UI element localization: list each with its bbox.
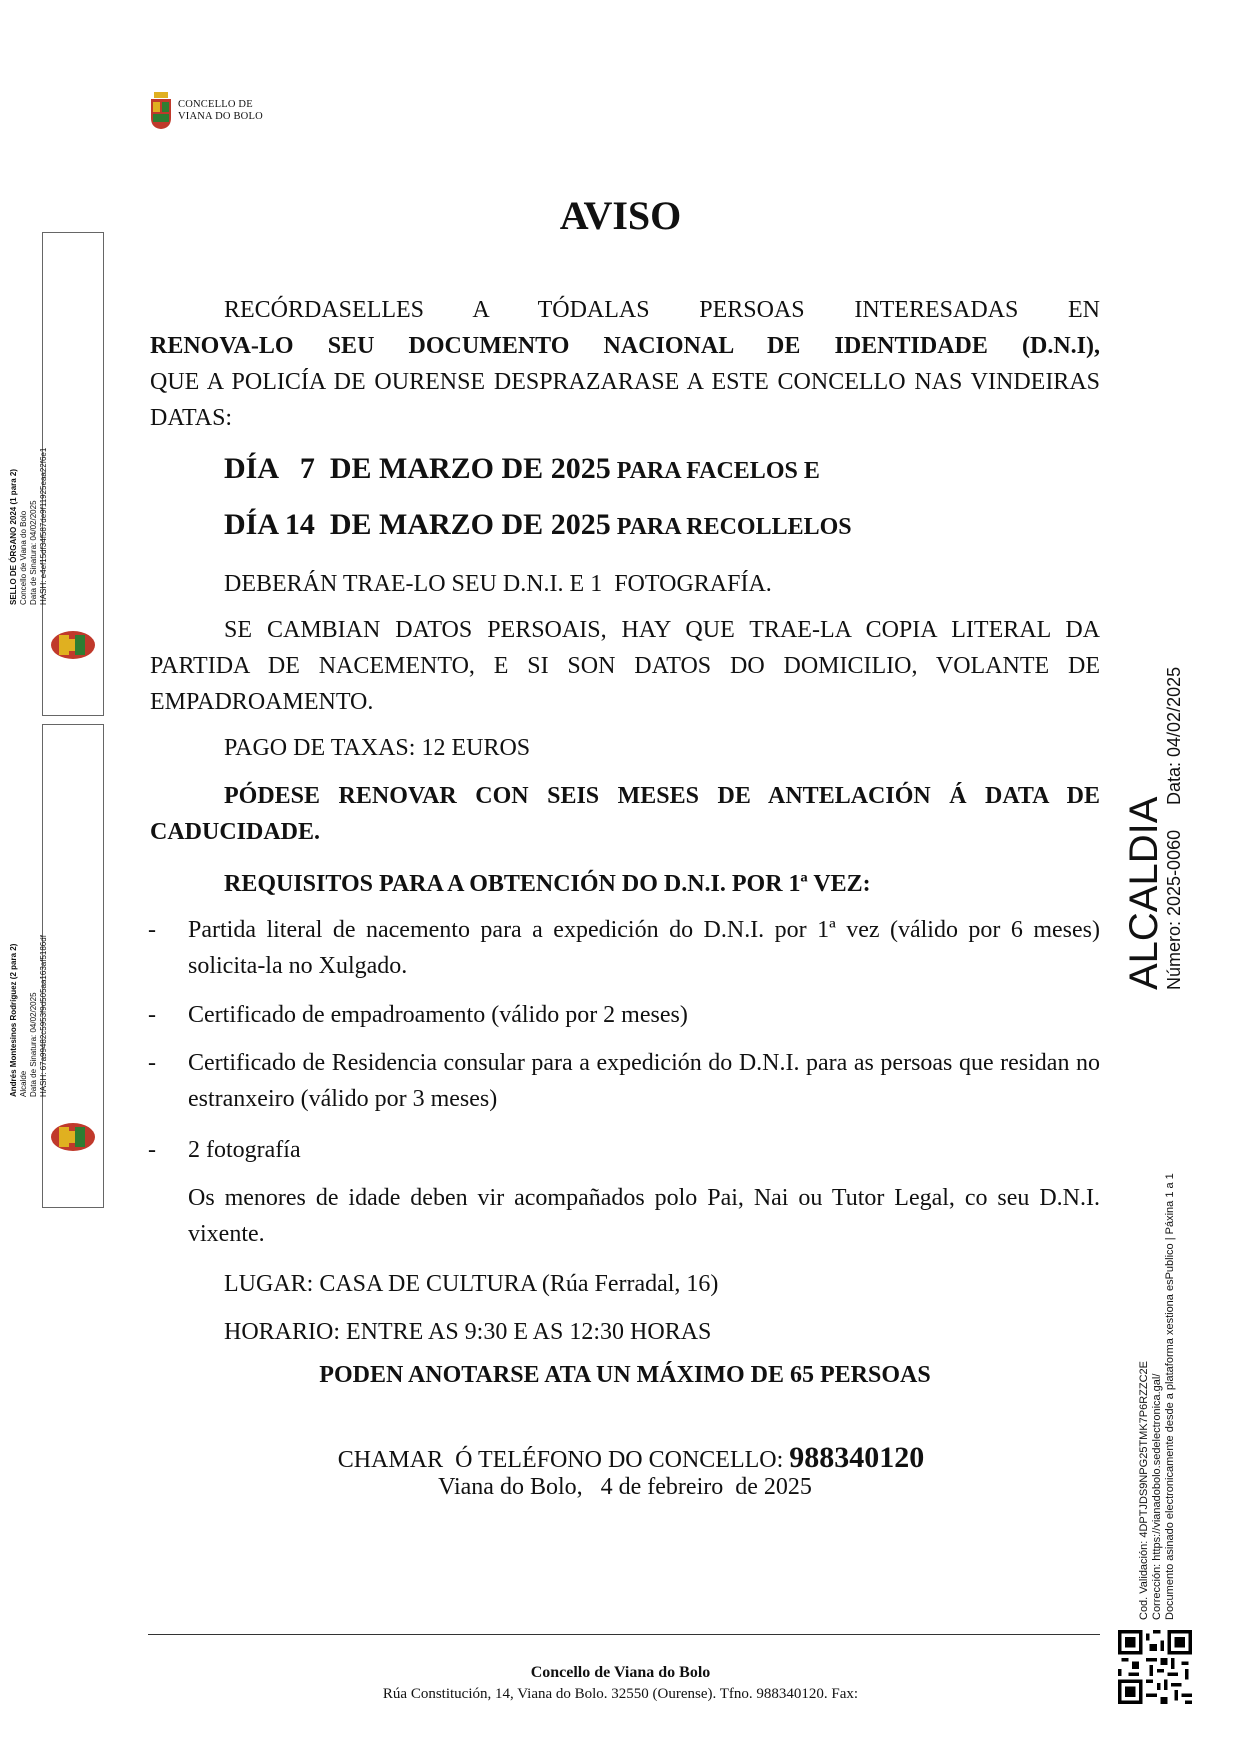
bullet-dash: - <box>148 1137 156 1163</box>
requirement-text: Certificado de Residencia consular para a expedición do D.N.I. para as persoas que residan no estranxeiro (válido por 3 meses) <box>188 1050 1100 1112</box>
bullet-dash: - <box>148 1050 156 1076</box>
signature-stamp-1 <box>9 232 104 716</box>
requirement-text: 2 fotografía <box>188 1137 301 1163</box>
phone-line <box>150 1414 1100 1475</box>
intro-paragraph <box>150 292 1100 436</box>
max-persons-line: PODEN ANOTARSE ATA UN MÁXIMO DE 65 PERSOAS <box>319 1362 931 1388</box>
footer-org: Concello de Viana do Bolo <box>530 1664 711 1681</box>
stamp-1-title: SELLO DE ÓRGANO 2024 (1 para 2) <box>9 468 18 605</box>
org-name-line1: CONCELLO DE <box>178 99 253 110</box>
renew-paragraph: PÓDESE RENOVAR CON SEIS MESES DE ANTELACIÓN Á DATA DE CADUCIDADE. <box>150 783 1100 845</box>
validation-block <box>1138 1173 1177 1620</box>
intro-line-1: RECÓRDASELLES A TÓDALAS PERSOAS INTERESADAS EN <box>224 297 1100 323</box>
schedule-line: HORARIO: ENTRE AS 9:30 E AS 12:30 HORAS <box>224 1319 712 1345</box>
intro-line-3: QUE A POLICÍA DE OURENSE DESPRAZARASE A ESTE CONCELLO NAS VINDEIRAS DATAS: <box>150 369 1100 431</box>
list-item <box>148 1045 1100 1117</box>
header-logo <box>150 92 263 130</box>
page-title: AVISO <box>559 193 682 238</box>
change-paragraph: SE CAMBIAN DATOS PERSOAIS, HAY QUE TRAE-LA COPIA LITERAL DA PARTIDA DE NACEMENTO, E SI SON DATOS DO DOMICILIO, VOLANTE DE EMPADROAMENTO. <box>150 617 1100 715</box>
bullet-dash: - <box>148 917 156 943</box>
stamp-2-title: Andrés Montesinos Rodríguez (2 para 2) <box>9 943 18 1097</box>
stamp-2-text <box>9 935 49 1097</box>
signature-stamp-2 <box>9 724 104 1208</box>
footer-address: Rúa Constitución, 14, Viana do Bolo. 32550 (Ourense). Tfno. 988340120. Fax: <box>382 1686 859 1702</box>
date-1-rest: PARA FACELOS E <box>610 458 820 484</box>
alcaldia-label: ALCALDIA <box>1122 796 1166 990</box>
stamp-2-line1: Alcalde <box>19 1070 28 1097</box>
document-number: Número: 2025-0060 <box>1164 829 1184 990</box>
date-2-main: DÍA 14 DE MARZO DE 2025 <box>224 508 611 541</box>
stamp-1-line1: Concello de Viana do Bolo <box>19 510 28 605</box>
validation-note: Documento asinado electronicamente desde a plataforma xestiona esPublico | Páxina 1 a 1 <box>1164 1173 1176 1620</box>
org-name-line2: VIANA DO BOLO <box>178 111 263 122</box>
stamp-1-text <box>9 448 49 605</box>
stamp-1-line2: Data de Sinatura: 04/02/2025 <box>29 500 38 605</box>
bullet-dash: - <box>148 1002 156 1028</box>
seal-icon <box>49 1121 97 1153</box>
date-line-2 <box>224 508 852 542</box>
phone-number: 988340120 <box>789 1441 925 1474</box>
requirement-text: Certificado de empadroamento (válido por 2 meses) <box>188 1002 688 1028</box>
date-line-1 <box>224 452 820 486</box>
signoff-line: Viana do Bolo, 4 de febreiro de 2025 <box>438 1474 812 1500</box>
seal-icon <box>49 629 97 661</box>
requirement-text: Partida literal de nacemento para a expedición do D.N.I. por 1ª vez (válido por 6 meses) solicita-la no Xulgado. <box>188 917 1100 979</box>
intro-line-2: RENOVA-LO SEU DOCUMENTO NACIONAL DE IDENTIDADE (D.N.I), <box>150 333 1100 359</box>
list-item <box>148 1132 1100 1168</box>
requirements-title: REQUISITOS PARA A OBTENCIÓN DO D.N.I. POR 1ª VEZ: <box>224 871 871 897</box>
footer-divider <box>148 1634 1100 1635</box>
place-line: LUGAR: CASA DE CULTURA (Rúa Ferradal, 16) <box>224 1271 719 1297</box>
date-2-rest: PARA RECOLLELOS <box>610 514 852 540</box>
fees-line: PAGO DE TAXAS: 12 EUROS <box>224 735 531 761</box>
minors-paragraph: Os menores de idade deben vir acompañados polo Pai, Nai ou Tutor Legal, co seu D.N.I. vixente. <box>188 1185 1100 1247</box>
phone-label: CHAMAR Ó TELÉFONO DO CONCELLO: <box>337 1447 790 1473</box>
coat-of-arms-icon <box>150 92 172 130</box>
validation-code: Cod. Validación: 4DPTJDS9NPG25TMK7P6RZZC2E <box>1138 1360 1150 1620</box>
stamp-1-line3: HASH: e4ef15df34f587de9f11925eaa22f6e1 <box>39 447 48 605</box>
bring-line: DEBERÁN TRAE-LO SEU D.N.I. E 1 FOTOGRAFÍA. <box>224 571 772 597</box>
document-date: Data: 04/02/2025 <box>1164 666 1184 805</box>
validation-url: Corrección: https://vianadobolo.sedelectronica.gal/ <box>1151 1373 1163 1620</box>
stamp-2-line3: HASH: 67a99482c5953f9d505aa163af5186df <box>39 935 48 1097</box>
list-item <box>148 912 1100 984</box>
list-item <box>148 997 1100 1033</box>
stamp-2-line2: Data de Sinatura: 04/02/2025 <box>29 992 38 1097</box>
date-1-main: DÍA 7 DE MARZO DE 2025 <box>224 452 611 485</box>
